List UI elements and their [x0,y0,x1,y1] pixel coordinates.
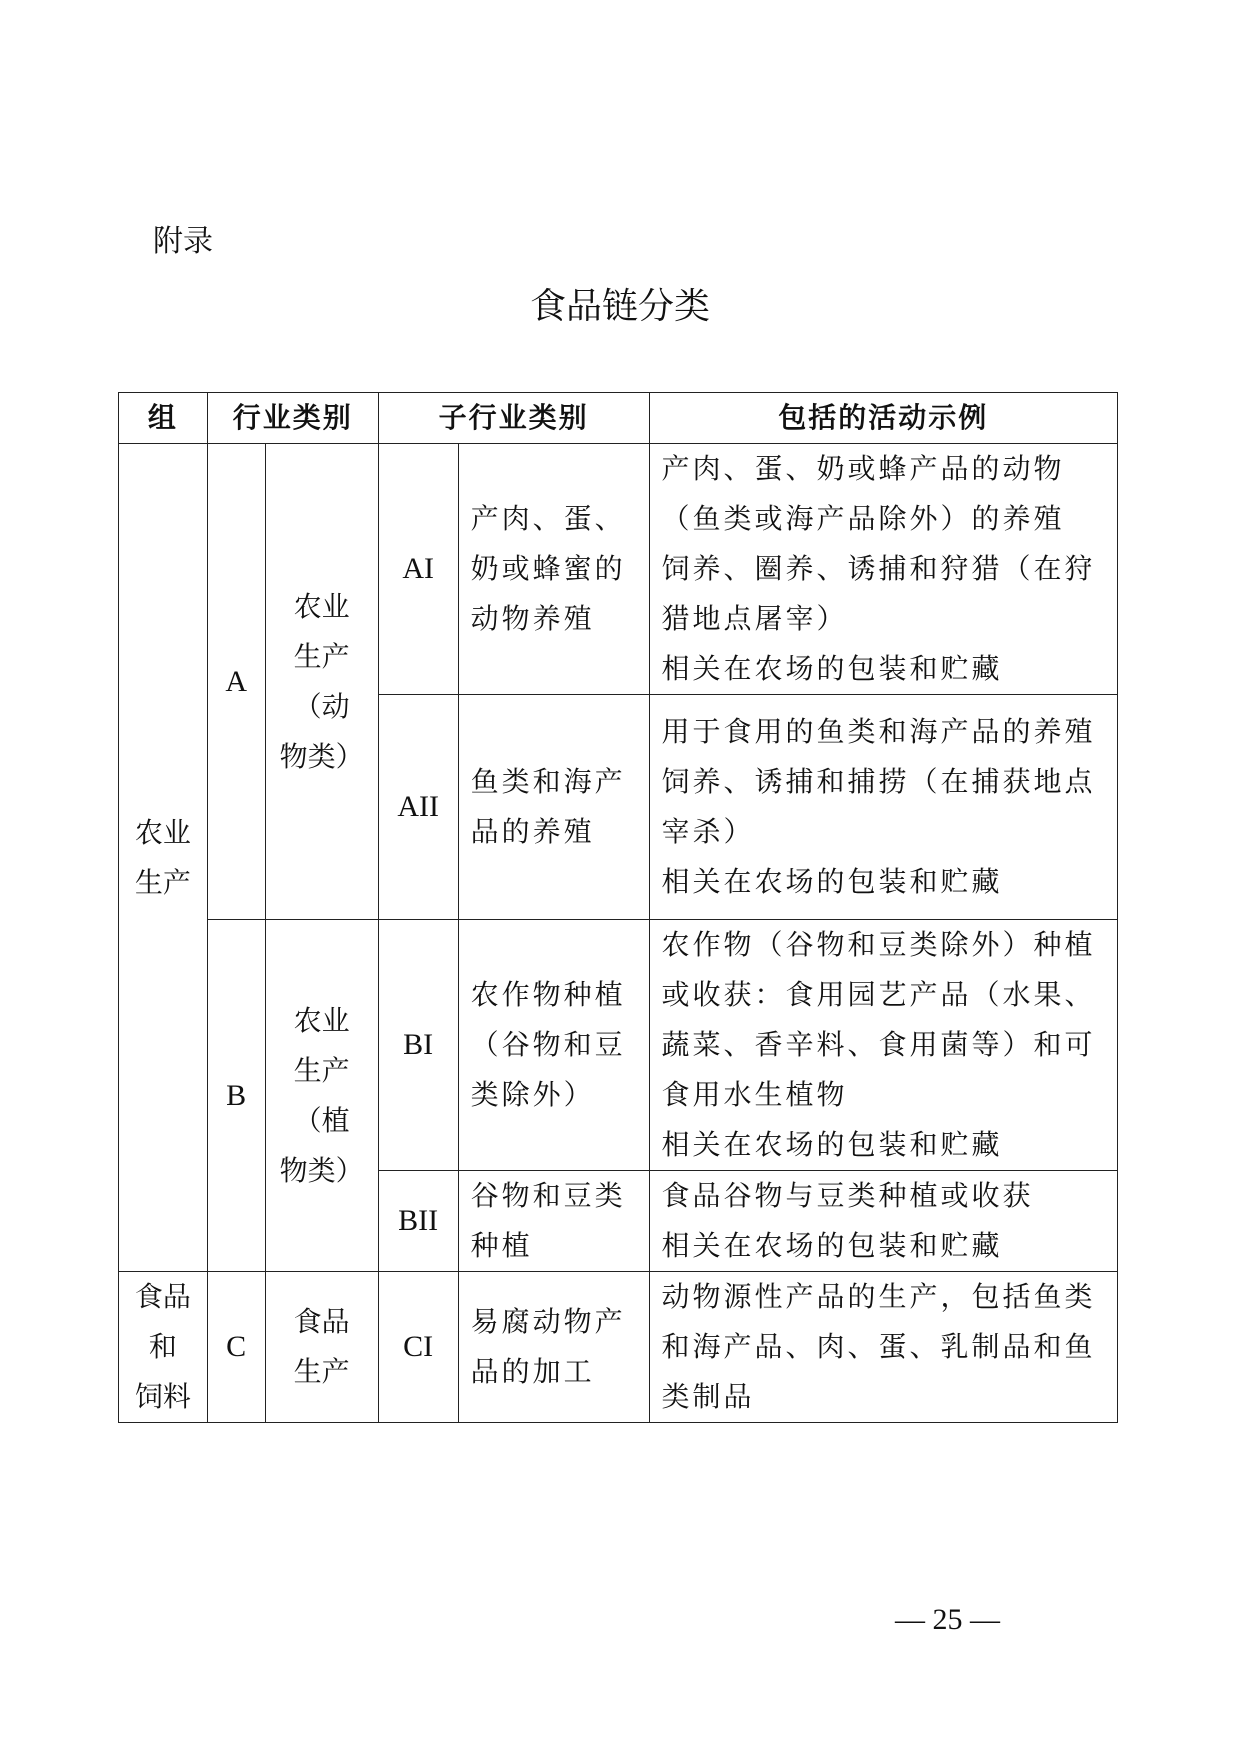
activity-examples [649,695,1117,920]
subindustry-name-line: 动物养殖 [470,602,595,635]
activity-examples [649,1171,1117,1272]
example-item: 农作物（谷物和豆类除外）种植或收获：食用园艺产品（水果、蔬菜、香辛料、食用菌等）和可食用水生植物 [661,928,1096,1111]
subindustry-name-line: （谷物和豆 [470,1028,626,1061]
industry-code: A [207,444,265,920]
subindustry-name-line: 品的养殖 [470,815,595,848]
industry-name [265,444,378,920]
example-item: 食品谷物与豆类种植或收获 [661,1179,1034,1212]
subindustry-code: AI [378,444,458,695]
appendix-label: 附录 [153,224,213,259]
industry-name-line: 农业 [293,1003,350,1037]
industry-name-line: 食品 [293,1305,350,1338]
food-chain-classification-table [118,392,1118,1423]
industry-name-line: 物类） [279,739,364,773]
example-item: 相关在农场的包装和贮藏 [661,865,1003,898]
activity-examples [649,920,1117,1171]
group-name-line: 农业 [134,815,191,849]
subindustry-code: BII [378,1171,458,1272]
subindustry-name [458,1171,649,1272]
industry-name-line: 农业 [293,589,350,623]
subindustry-name [458,920,649,1171]
group-name-line: 生产 [134,865,191,899]
subindustry-name-line: 品的加工 [470,1355,595,1388]
subindustry-name-line: 鱼类和海产 [470,765,626,798]
example-item: 动物源性产品的生产，包括鱼类和海产品、肉、蛋、乳制品和鱼类制品 [661,1280,1096,1413]
group-cell [119,1272,208,1423]
subindustry-name-line: 奶或蜂蜜的 [470,552,626,585]
industry-name [265,920,378,1272]
example-item: 产肉、蛋、奶或蜂产品的动物（鱼类或海产品除外）的养殖 [661,452,1065,535]
group-name-line: 和 [148,1330,177,1363]
table-header-row [119,393,1118,444]
header-industry: 行业类别 [207,393,378,444]
industry-code: B [207,920,265,1272]
group-name-line: 食品 [134,1280,191,1313]
example-item: 饲养、圈养、诱捕和狩猎（在狩猎地点屠宰） [661,552,1096,635]
subindustry-code: CI [378,1272,458,1423]
activity-examples [649,1272,1117,1423]
example-item: 相关在农场的包装和贮藏 [661,652,1003,685]
industry-name [265,1272,378,1423]
group-cell [119,444,208,1272]
page-title: 食品链分类 [529,286,710,327]
subindustry-name-line: 农作物种植 [470,978,626,1011]
page-number: — 25 — [895,1603,1000,1636]
industry-name-line: （动 [293,689,350,723]
subindustry-name-line: 类除外） [470,1078,595,1111]
group-name-line: 饲料 [134,1380,191,1413]
table-row [119,920,1118,1171]
industry-name-line: 生产 [293,1355,350,1388]
example-item: 相关在农场的包装和贮藏 [661,1128,1003,1161]
header-group: 组 [119,393,208,444]
table-row [119,444,1118,695]
header-subindustry: 子行业类别 [378,393,649,444]
subindustry-name [458,444,649,695]
table-row [119,1272,1118,1423]
example-item: 饲养、诱捕和捕捞（在捕获地点宰杀） [661,765,1096,848]
subindustry-name-line: 产肉、蛋、 [470,502,626,535]
industry-name-line: 物类） [279,1153,364,1187]
header-examples: 包括的活动示例 [649,393,1117,444]
industry-name-line: （植 [293,1103,350,1137]
industry-code: C [207,1272,265,1423]
example-item: 用于食用的鱼类和海产品的养殖 [661,715,1096,748]
subindustry-code: BI [378,920,458,1171]
subindustry-name [458,1272,649,1423]
subindustry-name [458,695,649,920]
subindustry-name-line: 种植 [470,1229,533,1262]
activity-examples [649,444,1117,695]
industry-name-line: 生产 [293,639,350,673]
subindustry-name-line: 易腐动物产 [470,1305,626,1338]
subindustry-name-line: 谷物和豆类 [470,1179,626,1212]
subindustry-code: AII [378,695,458,920]
example-item: 相关在农场的包装和贮藏 [661,1229,1003,1262]
industry-name-line: 生产 [293,1053,350,1087]
